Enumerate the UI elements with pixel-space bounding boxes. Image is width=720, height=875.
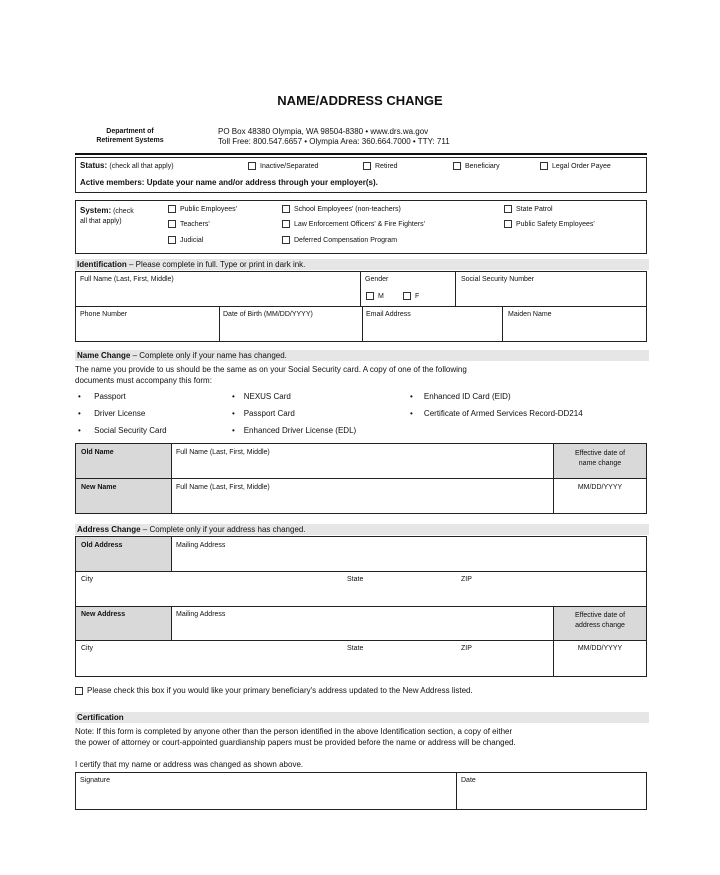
checkbox[interactable] [540, 162, 548, 170]
checkbox[interactable] [282, 205, 290, 213]
name-effective-date-label: Effective date of name change [574, 450, 626, 467]
checkbox[interactable] [282, 236, 290, 244]
doc-edl: • Enhanced Driver License (EDL) [232, 426, 357, 435]
beneficiary-address-option[interactable]: Please check this box if you would like your primary beneficiary's address updated to the New Address listed. [75, 686, 473, 695]
address-line-2: Toll Free: 800.547.6657 • Olympia Area: 360.664.7000 • TTY: 711 [218, 137, 450, 146]
name-change-table [75, 443, 647, 514]
system-hint-2: all that apply) [80, 218, 122, 225]
header-divider [75, 153, 647, 155]
name-change-paragraph: The name you provide to us should be the same as on your Social Security card. A copy of one of the following documents must accompany this form: [75, 365, 467, 385]
gender-m-checkbox[interactable]: M [366, 292, 384, 300]
new-zip-field[interactable]: ZIP [461, 645, 472, 652]
doc-passport: • Passport [78, 392, 126, 401]
status-label: Status: [80, 161, 108, 170]
email-field[interactable]: Email Address [366, 311, 411, 318]
old-address-label: Old Address [81, 542, 123, 549]
beneficiary-checkbox[interactable] [75, 687, 83, 695]
certification-note: Note: If this form is completed by anyone other than the person identified in the above Identification section, a copy of either the power of attorney or court-appointed guardianship papers must be provided before the name or address will be changed. [75, 727, 516, 747]
doc-dd214: • Certificate of Armed Services Record-DD214 [410, 409, 583, 418]
certification-statement: I certify that my name or address was changed as shown above. [75, 760, 304, 769]
checkbox[interactable] [504, 220, 512, 228]
address-effective-date-field[interactable]: MM/DD/YYYY [577, 645, 623, 652]
system-public-safety[interactable]: Public Safety Employees' [504, 220, 595, 228]
checkbox[interactable] [282, 220, 290, 228]
maiden-name-field[interactable]: Maiden Name [508, 311, 552, 318]
system-deferred-comp[interactable]: Deferred Compensation Program [282, 236, 397, 244]
checkbox[interactable] [504, 205, 512, 213]
form-title: NAME/ADDRESS CHANGE [277, 93, 443, 108]
new-city-field[interactable]: City [81, 645, 94, 652]
system-label: System: [80, 206, 112, 215]
old-city-field[interactable]: City [81, 576, 94, 583]
address-line-1: PO Box 48380 Olympia, WA 98504-8380 • www.drs.wa.gov [218, 127, 429, 136]
doc-passport-card: • Passport Card [232, 409, 295, 418]
dept-line-2: Retirement Systems [96, 137, 164, 144]
old-mailing-address-field[interactable]: Mailing Address [176, 542, 226, 549]
identification-header: Identification – Please complete in full. Type or print in dark ink. [75, 259, 649, 270]
system-hint-1: (check [113, 208, 134, 215]
doc-nexus: • NEXUS Card [232, 392, 291, 401]
status-option-beneficiary[interactable]: Beneficiary [453, 162, 500, 170]
doc-driver-license: • Driver License [78, 409, 146, 418]
checkbox[interactable] [168, 205, 176, 213]
new-state-field[interactable]: State [347, 645, 364, 652]
dept-line-1: Department of [106, 128, 154, 135]
full-name-field[interactable]: Full Name (Last, First, Middle) [80, 276, 174, 283]
identification-table [75, 271, 647, 342]
dob-field[interactable]: Date of Birth (MM/DD/YYYY) [223, 311, 313, 318]
certification-header: Certification [75, 712, 649, 723]
phone-field[interactable]: Phone Number [80, 311, 128, 318]
date-field[interactable]: Date [461, 777, 476, 784]
old-name-label: Old Name [81, 449, 114, 456]
status-option-retired[interactable]: Retired [363, 162, 398, 170]
name-change-header: Name Change – Complete only if your name has changed. [75, 350, 649, 361]
new-mailing-address-field[interactable]: Mailing Address [176, 611, 226, 618]
status-option-legal-order-payee[interactable]: Legal Order Payee [540, 162, 611, 170]
checkbox[interactable] [366, 292, 374, 300]
department-name [80, 127, 180, 145]
checkbox[interactable] [403, 292, 411, 300]
system-school-employees[interactable]: School Employees' (non-teachers) [282, 205, 401, 213]
new-name-label: New Name [81, 484, 117, 491]
active-members-note: Active members: Update your name and/or address through your employer(s). [80, 178, 378, 187]
address-effective-date-label: Effective date of address change [574, 612, 626, 629]
checkbox[interactable] [168, 236, 176, 244]
system-public-employees[interactable]: Public Employees' [168, 205, 237, 213]
checkbox[interactable] [248, 162, 256, 170]
new-full-name-field[interactable]: Full Name (Last, First, Middle) [176, 484, 270, 491]
ssn-field[interactable]: Social Security Number [461, 276, 535, 283]
signature-table [75, 772, 647, 810]
doc-eid: • Enhanced ID Card (EID) [410, 392, 511, 401]
gender-f-checkbox[interactable]: F [403, 292, 419, 300]
address-change-header: Address Change – Complete only if your address has changed. [75, 524, 649, 535]
checkbox[interactable] [168, 220, 176, 228]
status-option-inactive[interactable]: Inactive/Separated [248, 162, 318, 170]
checkbox[interactable] [453, 162, 461, 170]
doc-ss-card: • Social Security Card [78, 426, 167, 435]
old-zip-field[interactable]: ZIP [461, 576, 472, 583]
system-judicial[interactable]: Judicial [168, 236, 203, 244]
system-law-enforcement[interactable]: Law Enforcement Officers' & Fire Fighters' [282, 220, 425, 228]
checkbox[interactable] [363, 162, 371, 170]
system-section [75, 200, 647, 254]
old-full-name-field[interactable]: Full Name (Last, First, Middle) [176, 449, 270, 456]
signature-field[interactable]: Signature [80, 777, 110, 784]
name-effective-date-field[interactable]: MM/DD/YYYY [577, 484, 623, 491]
system-state-patrol[interactable]: State Patrol [504, 205, 553, 213]
gender-label: Gender [365, 276, 389, 283]
new-address-label: New Address [81, 611, 126, 618]
old-state-field[interactable]: State [347, 576, 364, 583]
system-teachers[interactable]: Teachers' [168, 220, 210, 228]
address-change-table [75, 536, 647, 677]
status-section [75, 157, 647, 193]
status-hint: (check all that apply) [109, 163, 174, 170]
contact-info [218, 127, 450, 147]
